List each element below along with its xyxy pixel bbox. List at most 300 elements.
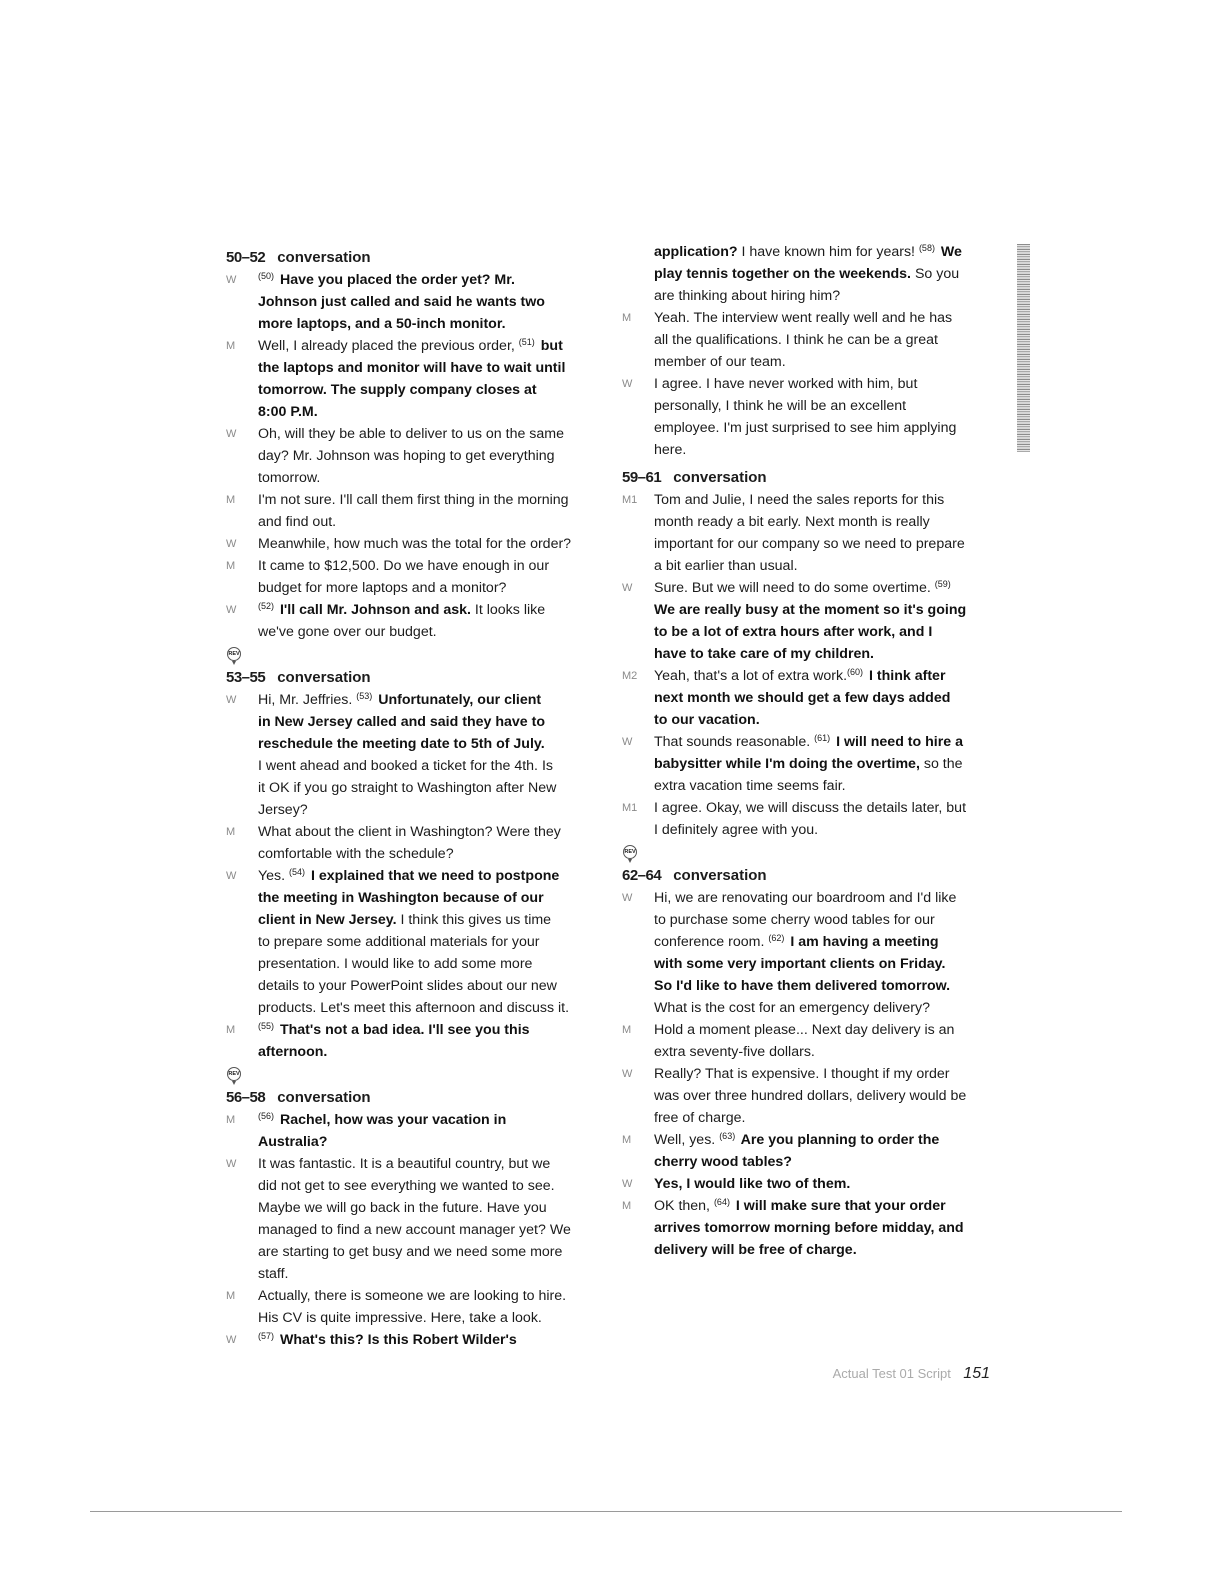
line-text <box>654 1063 1002 1085</box>
dialogue-line <box>622 997 1002 1019</box>
dialogue-line <box>622 307 1002 329</box>
line-text <box>654 417 1002 439</box>
answer-cue-text: more laptops, and a 50-inch monitor. <box>258 316 506 332</box>
dialogue-line <box>226 711 610 733</box>
text-segment: Sure. But we will need to do some overtime. <box>654 580 935 596</box>
speaker-tag: W <box>226 274 237 286</box>
speaker-tag <box>622 621 654 643</box>
line-text <box>258 423 610 445</box>
text-segment: Actually, there is someone we are looking to hire. <box>258 1288 567 1304</box>
section-label: conversation <box>277 669 371 686</box>
answer-cue-text: Unfortunately, our client <box>374 692 542 708</box>
text-segment: What about the client in Washington? Were they <box>258 824 561 840</box>
line-text <box>654 1195 1002 1217</box>
text-segment: extra vacation time seems fair. <box>654 778 846 794</box>
answer-cue-text: We are really busy at the moment so it's going <box>654 602 967 618</box>
answer-cue-text: to be a lot of extra hours after work, and I <box>654 624 933 640</box>
dialogue-line <box>226 1329 610 1351</box>
text-segment: I'm not sure. I'll call them first thing in the morning <box>258 492 569 508</box>
line-text <box>654 511 1002 533</box>
line-text <box>654 665 1002 687</box>
dialogue-line <box>226 577 610 599</box>
line-text <box>654 1019 1002 1041</box>
speaker-tag: W <box>226 870 237 882</box>
line-text <box>654 373 1002 395</box>
dialogue-line <box>226 313 610 335</box>
answer-cue-text: We <box>936 244 962 260</box>
question-number: (62) <box>768 933 785 943</box>
section-label: conversation <box>277 249 371 266</box>
dialogue-line <box>226 533 610 555</box>
line-text <box>258 1285 610 1307</box>
dialogue-line <box>226 953 610 975</box>
answer-cue-text: arrives tomorrow morning before midday, and <box>654 1220 964 1236</box>
line-text <box>258 799 610 821</box>
answer-cue-text: I will need to hire a <box>832 734 963 750</box>
page-footer <box>780 1365 990 1383</box>
dialogue-line <box>226 1109 610 1131</box>
text-segment: What is the cost for an emergency delivery? <box>654 1000 930 1016</box>
text-segment: Maybe we will go back in the future. Have you <box>258 1200 547 1216</box>
dialogue-line <box>622 439 1002 461</box>
dialogue-line <box>226 755 610 777</box>
section-number: 62–64 <box>622 867 662 884</box>
speaker-tag <box>622 997 654 1019</box>
text-segment: I have known him for years! <box>737 244 919 260</box>
line-text <box>654 819 1002 841</box>
line-text <box>258 1109 610 1131</box>
question-number: (63) <box>719 1131 736 1141</box>
line-text <box>258 865 610 887</box>
question-number: (58) <box>918 243 935 253</box>
speaker-tag <box>226 621 258 643</box>
speaker-tag <box>622 1151 654 1173</box>
speaker-tag <box>622 1107 654 1129</box>
text-segment: It was fantastic. It is a beautiful country, but we <box>258 1156 551 1172</box>
dialogue-line <box>622 489 1002 511</box>
dialogue-line <box>622 1217 1002 1239</box>
line-text <box>654 909 1002 931</box>
answer-cue-text: Have you placed the order yet? Mr. <box>276 272 515 288</box>
dialogue-line <box>622 417 1002 439</box>
line-text <box>654 709 1002 731</box>
question-number: (50) <box>258 271 275 281</box>
speaker-tag <box>226 467 258 489</box>
dialogue-line <box>226 931 610 953</box>
answer-cue-text: I will make sure that your order <box>731 1198 946 1214</box>
line-text <box>654 395 1002 417</box>
line-text <box>654 975 1002 997</box>
text-segment: member of our team. <box>654 354 786 370</box>
answer-cue-text: What's this? Is this Robert Wilder's <box>276 1332 517 1348</box>
speaker-tag: M <box>622 1134 632 1146</box>
answer-cue-text: to our vacation. <box>654 712 760 728</box>
text-segment: presentation. I would like to add some more <box>258 956 533 972</box>
speaker-tag <box>622 643 654 665</box>
speaker-tag: W <box>622 892 633 904</box>
line-text <box>654 1085 1002 1107</box>
dialogue-line <box>226 1285 610 1307</box>
dialogue-line <box>226 689 610 711</box>
line-text <box>654 1173 1002 1195</box>
dialogue-line <box>622 931 1002 953</box>
speaker-tag <box>622 329 654 351</box>
line-text <box>258 689 610 711</box>
answer-cue-text: delivery will be free of charge. <box>654 1242 857 1258</box>
dialogue-line <box>622 953 1002 975</box>
answer-cue-text: Johnson just called and said he wants two <box>258 294 545 310</box>
line-text <box>258 1131 610 1153</box>
section-number: 59–61 <box>622 469 662 486</box>
dialogue-line <box>622 285 1002 307</box>
text-segment: Well, I already placed the previous order, <box>258 338 519 354</box>
text-segment: and find out. <box>258 514 337 530</box>
speaker-tag <box>226 799 258 821</box>
text-segment: products. Let's meet this afternoon and discuss it. <box>258 1000 570 1016</box>
answer-cue-text: Rachel, how was your vacation in <box>276 1112 507 1128</box>
speaker-tag <box>226 511 258 533</box>
dialogue-line <box>622 1063 1002 1085</box>
speaker-tag: W <box>226 428 237 440</box>
speaker-tag <box>622 555 654 577</box>
speaker-tag: M <box>226 826 236 838</box>
answer-cue-text: but <box>536 338 563 354</box>
dialogue-line <box>622 577 1002 599</box>
section-number: 56–58 <box>226 1089 266 1106</box>
line-text <box>258 953 610 975</box>
text-segment: OK then, <box>654 1198 714 1214</box>
answer-cue-text: in New Jersey called and said they have to <box>258 714 546 730</box>
dialogue-line <box>226 1153 610 1175</box>
speaker-tag <box>622 1041 654 1063</box>
speaker-tag <box>622 395 654 417</box>
section-label: conversation <box>673 469 767 486</box>
line-text <box>258 555 610 577</box>
line-text <box>654 887 1002 909</box>
section-number: 50–52 <box>226 249 266 266</box>
text-segment: so the <box>919 756 963 772</box>
answer-cue-text: So I'd like to have them delivered tomorrow. <box>654 978 951 994</box>
speaker-tag <box>622 263 654 285</box>
dialogue-line <box>622 1195 1002 1217</box>
line-text <box>258 1329 610 1351</box>
speaker-tag <box>226 931 258 953</box>
dialogue-line <box>622 819 1002 841</box>
review-icon: REV <box>227 647 241 661</box>
line-text <box>258 467 610 489</box>
speaker-tag <box>226 1263 258 1285</box>
text-segment: I agree. I have never worked with him, but <box>654 376 918 392</box>
dialogue-line <box>622 555 1002 577</box>
text-segment: I think this gives us time <box>396 912 552 928</box>
line-text <box>258 1041 610 1063</box>
dialogue-line <box>226 821 610 843</box>
line-text <box>258 599 610 621</box>
speaker-tag <box>622 241 654 263</box>
answer-cue-text: client in New Jersey. <box>258 912 397 928</box>
speaker-tag <box>226 357 258 379</box>
dialogue-line <box>226 357 610 379</box>
speaker-tag <box>622 285 654 307</box>
dialogue-line <box>622 909 1002 931</box>
line-text <box>654 533 1002 555</box>
section-heading <box>226 667 610 689</box>
dialogue-line <box>622 1019 1002 1041</box>
dialogue-line <box>226 467 610 489</box>
section-heading <box>226 1087 610 1109</box>
dialogue-line <box>622 687 1002 709</box>
section-label: conversation <box>673 867 767 884</box>
speaker-tag <box>622 533 654 555</box>
line-text <box>258 887 610 909</box>
answer-cue-text: reschedule the meeting date to 5th of July. <box>258 736 545 752</box>
dialogue-line <box>226 799 610 821</box>
scan-edge-strip <box>1017 244 1030 452</box>
speaker-tag <box>226 379 258 401</box>
text-segment: Jersey? <box>258 802 308 818</box>
dialogue-line <box>622 373 1002 395</box>
speaker-tag <box>622 511 654 533</box>
dialogue-line <box>622 1041 1002 1063</box>
speaker-tag <box>226 313 258 335</box>
text-segment: conference room. <box>654 934 769 950</box>
text-segment: employee. I'm just surprised to see him applying <box>654 420 957 436</box>
answer-cue-text: I am having a meeting <box>786 934 939 950</box>
line-text <box>258 313 610 335</box>
dialogue-line <box>226 1263 610 1285</box>
speaker-tag <box>226 1041 258 1063</box>
speaker-tag: W <box>226 604 237 616</box>
text-segment: Hi, we are renovating our boardroom and I'd like <box>654 890 957 906</box>
text-segment: His CV is quite impressive. Here, take a look. <box>258 1310 542 1326</box>
line-text <box>654 753 1002 775</box>
text-segment: month ready a bit early. Next month is really <box>654 514 930 530</box>
line-text <box>258 931 610 953</box>
speaker-tag <box>226 887 258 909</box>
dialogue-line <box>226 1175 610 1197</box>
dialogue-line <box>226 269 610 291</box>
text-segment: Really? That is expensive. I thought if my order <box>654 1066 950 1082</box>
text-segment: Hi, Mr. Jeffries. <box>258 692 357 708</box>
dialogue-line <box>226 489 610 511</box>
answer-cue-text: I explained that we need to postpone <box>307 868 560 884</box>
dialogue-line <box>226 335 610 357</box>
dialogue-line <box>226 1019 610 1041</box>
text-segment: Yes. <box>258 868 290 884</box>
text-segment: I definitely agree with you. <box>654 822 819 838</box>
footer-title: Actual Test 01 Script <box>832 1366 951 1381</box>
line-text <box>654 263 1002 285</box>
question-number: (56) <box>258 1111 275 1121</box>
dialogue-line <box>226 379 610 401</box>
section-heading <box>226 247 610 269</box>
speaker-tag <box>226 577 258 599</box>
question-number: (55) <box>258 1021 275 1031</box>
answer-cue-text: cherry wood tables? <box>654 1154 792 1170</box>
text-segment: to purchase some cherry wood tables for our <box>654 912 935 928</box>
dialogue-line <box>226 401 610 423</box>
dialogue-line <box>226 975 610 997</box>
text-segment: It came to $12,500. Do we have enough in our <box>258 558 550 574</box>
answer-cue-text: play tennis together on the weekends. <box>654 266 912 282</box>
speaker-tag: W <box>622 378 633 390</box>
speaker-tag: M <box>226 560 236 572</box>
answer-cue-text: application? <box>654 244 738 260</box>
speaker-tag: W <box>226 1158 237 1170</box>
dialogue-line <box>622 1239 1002 1261</box>
question-number: (52) <box>258 601 275 611</box>
speaker-tag <box>622 909 654 931</box>
speaker-tag <box>226 1307 258 1329</box>
speaker-tag <box>226 1175 258 1197</box>
speaker-tag <box>622 351 654 373</box>
text-segment: to prepare some additional materials for your <box>258 934 540 950</box>
speaker-tag: M <box>622 1200 632 1212</box>
dialogue-line <box>226 621 610 643</box>
speaker-tag: W <box>622 582 633 594</box>
speaker-tag: W <box>622 736 633 748</box>
question-number: (59) <box>934 579 951 589</box>
line-text <box>258 335 610 357</box>
dialogue-line <box>226 887 610 909</box>
text-segment: here. <box>654 442 687 458</box>
line-text <box>654 599 1002 621</box>
dialogue-line <box>622 1085 1002 1107</box>
speaker-tag <box>226 843 258 865</box>
line-text <box>258 1175 610 1197</box>
dialogue-line <box>622 643 1002 665</box>
line-text <box>654 577 1002 599</box>
dialogue-line <box>226 599 610 621</box>
speaker-tag <box>622 599 654 621</box>
dialogue-line <box>226 865 610 887</box>
text-segment: was over three hundred dollars, delivery would be <box>654 1088 967 1104</box>
line-text <box>654 643 1002 665</box>
answer-cue-text: Australia? <box>258 1134 328 1150</box>
answer-cue-text: afternoon. <box>258 1044 328 1060</box>
line-text <box>258 533 610 555</box>
speaker-tag <box>622 1239 654 1261</box>
text-segment: free of charge. <box>654 1110 746 1126</box>
line-text <box>258 379 610 401</box>
question-number: (64) <box>713 1197 730 1207</box>
line-text <box>258 733 610 755</box>
speaker-tag <box>622 439 654 461</box>
text-segment: I went ahead and booked a ticket for the 4th. Is <box>258 758 553 774</box>
speaker-tag <box>226 777 258 799</box>
speaker-tag: W <box>622 1068 633 1080</box>
line-text <box>258 1263 610 1285</box>
line-text <box>654 1129 1002 1151</box>
line-text <box>258 357 610 379</box>
dialogue-line <box>622 395 1002 417</box>
question-number: (60) <box>847 667 864 677</box>
dialogue-line <box>622 1129 1002 1151</box>
line-text <box>258 489 610 511</box>
dialogue-line <box>622 665 1002 687</box>
dialogue-line <box>622 975 1002 997</box>
speaker-tag <box>226 401 258 423</box>
text-segment: Hold a moment please... Next day delivery is an <box>654 1022 955 1038</box>
answer-cue-text: tomorrow. The supply company closes at <box>258 382 537 398</box>
text-segment: That sounds reasonable. <box>654 734 815 750</box>
line-text <box>258 997 610 1019</box>
text-segment: comfortable with the schedule? <box>258 846 454 862</box>
line-text <box>654 307 1002 329</box>
text-segment: it OK if you go straight to Washington after New <box>258 780 557 796</box>
speaker-tag: W <box>226 694 237 706</box>
line-text <box>258 1153 610 1175</box>
line-text <box>654 687 1002 709</box>
line-text <box>258 577 610 599</box>
speaker-tag <box>622 819 654 841</box>
line-text <box>258 909 610 931</box>
speaker-tag <box>622 753 654 775</box>
speaker-tag: M <box>226 1024 236 1036</box>
speaker-tag <box>226 1131 258 1153</box>
line-text <box>258 1307 610 1329</box>
dialogue-line <box>226 733 610 755</box>
speaker-tag <box>622 687 654 709</box>
section-number: 53–55 <box>226 669 266 686</box>
speaker-tag <box>226 1219 258 1241</box>
dialogue-line <box>622 753 1002 775</box>
answer-cue-text: babysitter while I'm doing the overtime, <box>654 756 920 772</box>
text-segment: tomorrow. <box>258 470 321 486</box>
speaker-tag <box>226 975 258 997</box>
speaker-tag: M2 <box>622 670 638 682</box>
line-text <box>654 1239 1002 1261</box>
dialogue-line <box>226 1197 610 1219</box>
answer-cue-text: Yes, I would like two of them. <box>654 1176 851 1192</box>
dialogue-line <box>622 621 1002 643</box>
dialogue-line <box>622 511 1002 533</box>
dialogue-line <box>622 709 1002 731</box>
line-text <box>258 821 610 843</box>
line-text <box>258 291 610 313</box>
line-text <box>258 445 610 467</box>
text-segment: Meanwhile, how much was the total for the order? <box>258 536 572 552</box>
text-segment: a bit earlier than usual. <box>654 558 798 574</box>
speaker-tag <box>622 709 654 731</box>
dialogue-line <box>226 1219 610 1241</box>
answer-cue-text: I'll call Mr. Johnson and ask. <box>276 602 471 618</box>
text-segment: Yeah, that's a lot of extra work. <box>654 668 848 684</box>
section-label: conversation <box>277 1089 371 1106</box>
text-segment: Tom and Julie, I need the sales reports for this <box>654 492 945 508</box>
dialogue-line <box>622 329 1002 351</box>
line-text <box>654 241 1002 263</box>
dialogue-line <box>226 1131 610 1153</box>
text-segment: important for our company so we need to prepare <box>654 536 965 552</box>
line-text <box>258 975 610 997</box>
dialogue-line <box>622 1151 1002 1173</box>
question-number: (53) <box>356 691 373 701</box>
dialogue-line <box>226 777 610 799</box>
line-text <box>258 511 610 533</box>
speaker-tag <box>622 775 654 797</box>
line-text <box>258 843 610 865</box>
text-segment: personally, I think he will be an excellent <box>654 398 907 414</box>
text-segment: Oh, will they be able to deliver to us on the same <box>258 426 564 442</box>
line-text <box>654 555 1002 577</box>
line-text <box>654 953 1002 975</box>
speaker-tag: W <box>622 1178 633 1190</box>
answer-cue-text: I think after <box>865 668 946 684</box>
line-text <box>654 1151 1002 1173</box>
text-segment: did not get to see everything we wanted to see. <box>258 1178 555 1194</box>
line-text <box>258 621 610 643</box>
